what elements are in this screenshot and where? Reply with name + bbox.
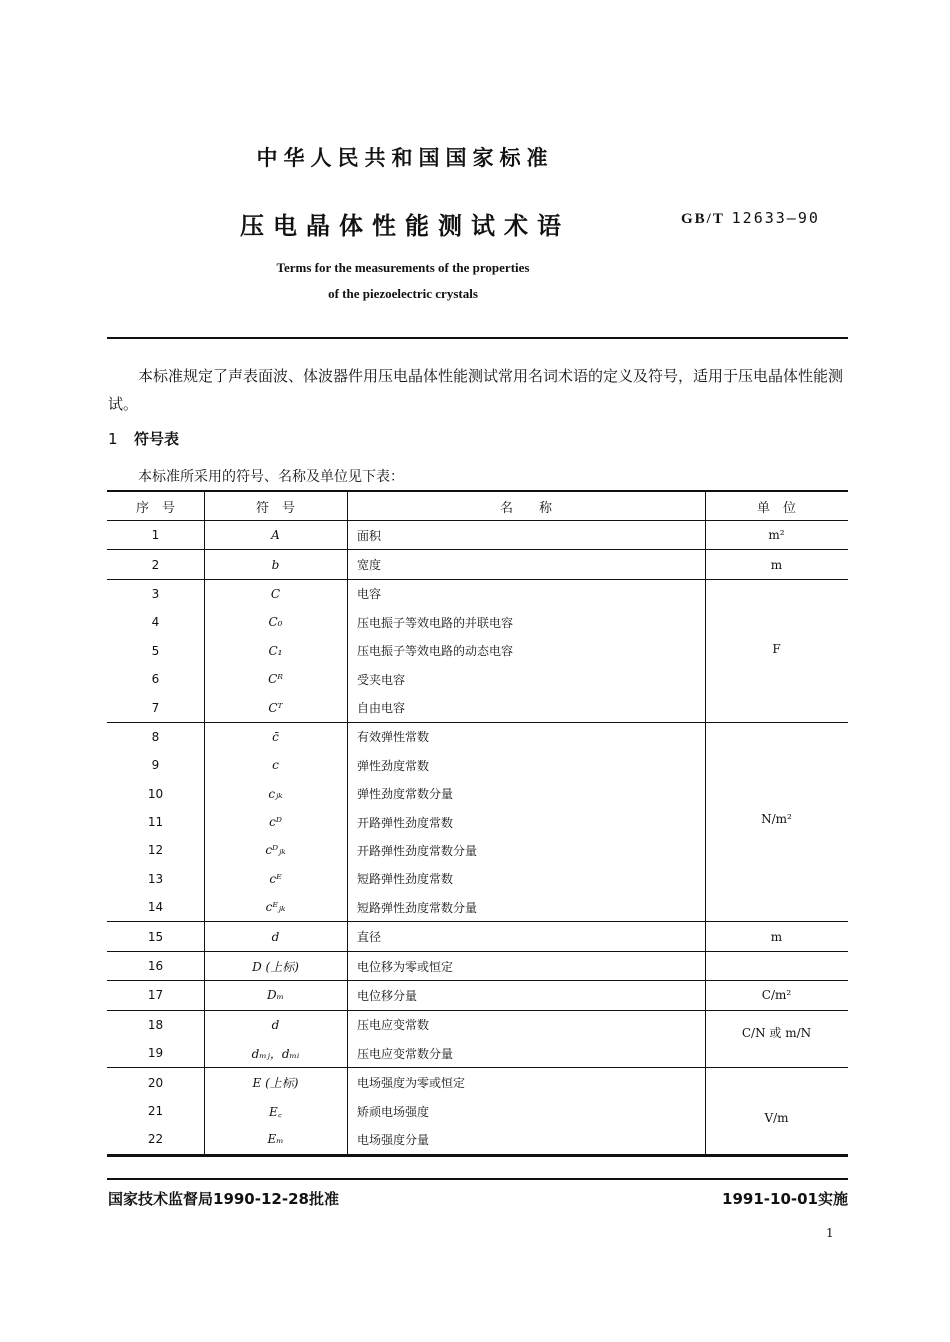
row-name: 压电振子等效电路的并联电容 [357, 615, 514, 630]
row-number: 10 [147, 786, 164, 801]
row-number: 5 [151, 643, 160, 658]
row-number: 2 [151, 557, 160, 572]
row-symbol: cᴰ [269, 815, 282, 830]
table-intro: 本标准所采用的符号、名称及单位见下表： [138, 469, 404, 485]
row-name: 电容 [357, 587, 382, 602]
row-symbol: c [272, 758, 279, 773]
row-number: 6 [151, 672, 160, 687]
unit-piezo: C/N 或 m/N [741, 1026, 812, 1041]
row-symbol: d [271, 929, 280, 944]
row-symbol: C₁ [268, 643, 283, 658]
document-title: 压电晶体性能测试术语 [240, 212, 570, 240]
row-symbol: Dₘ [267, 988, 284, 1003]
row-number: 15 [147, 929, 164, 944]
table-row [107, 521, 848, 550]
row-number: 21 [147, 1104, 164, 1118]
row-symbol: cⱼₖ [268, 786, 283, 801]
row-name: 弹性劲度常数 [357, 758, 430, 773]
row-symbol: C [270, 586, 281, 601]
row-number: 14 [147, 900, 164, 915]
row-name: 电位移为零或恒定 [357, 959, 454, 974]
row-symbol: Eₘ [267, 1132, 284, 1147]
row-name: 自由电容 [357, 701, 406, 716]
header-name: 名 称 [499, 500, 552, 516]
row-unit: C/m² [761, 988, 792, 1003]
row-number: 8 [151, 729, 160, 744]
row-number: 7 [151, 700, 160, 715]
row-symbol: dₘⱼ，dₘᵢ [251, 1046, 300, 1061]
table-header-row [107, 492, 848, 521]
unit-field: V/m [764, 1110, 789, 1125]
intro-paragraph: 本标准规定了声表面波、体波器件用压电晶体性能测试常用名词术语的定义及符号，适用于压电晶体性能测试。 [108, 367, 844, 413]
row-symbol: E (上标) [252, 1076, 299, 1091]
symbol-table [107, 490, 848, 1157]
row-name: 电场强度为零或恒定 [357, 1076, 466, 1091]
row-name: 矫顽电场强度 [357, 1104, 430, 1119]
row-number: 16 [147, 959, 164, 974]
row-name: 宽度 [357, 558, 382, 573]
header-no: 序 号 [135, 500, 175, 516]
row-number: 20 [147, 1075, 164, 1090]
row-number: 22 [147, 1132, 164, 1147]
row-name: 电场强度分量 [357, 1132, 430, 1147]
row-number: 13 [147, 871, 164, 886]
standard-code [681, 209, 820, 228]
row-symbol: cᴱ [269, 871, 282, 886]
row-symbol: b [271, 557, 280, 572]
row-number: 11 [147, 815, 164, 830]
row-symbol: A [271, 528, 280, 543]
section-title: 符号表 [134, 430, 180, 448]
row-symbol: C₀ [268, 615, 283, 630]
row-symbol: d [271, 1017, 280, 1032]
approval-note: 国家技术监督局1990-12-28批准 [108, 1190, 339, 1208]
table-row [107, 550, 848, 579]
row-name: 直径 [357, 930, 382, 945]
national-standard-heading: 中华人民共和国国家标准 [256, 146, 554, 170]
english-title-line2: of the piezoelectric crystals [328, 286, 478, 301]
row-unit: m² [768, 528, 785, 543]
row-name: 压电振子等效电路的动态电容 [357, 644, 514, 659]
section-number: 1 [108, 430, 118, 448]
row-name: 压电应变常数分量 [357, 1046, 454, 1061]
row-name: 受夹电容 [357, 672, 406, 687]
row-number: 17 [147, 988, 164, 1003]
row-name: 开路弹性劲度常数分量 [357, 843, 478, 858]
section-heading [108, 428, 179, 449]
footer-rule [107, 1178, 848, 1180]
row-name: 有效弹性常数 [357, 730, 430, 745]
effective-date: 1991-10-01实施 [722, 1190, 848, 1208]
row-unit: m [770, 929, 783, 944]
row-name: 短路弹性劲度常数 [357, 872, 454, 887]
header-rule [107, 337, 848, 339]
english-title-line1: Terms for the measurements of the properties [276, 260, 530, 275]
header-unit: 单 位 [756, 500, 796, 516]
row-number: 12 [147, 843, 164, 858]
code-prefix: GB/T [681, 211, 725, 227]
row-number: 4 [151, 615, 160, 630]
row-name: 压电应变常数 [357, 1018, 430, 1033]
code-number: 12633—90 [731, 209, 820, 227]
row-symbol: cᴱⱼₖ [265, 900, 286, 915]
row-number: 19 [147, 1046, 164, 1061]
row-symbol: Cᴿ [268, 672, 283, 687]
unit-capacitance: F [772, 641, 781, 656]
row-name: 面积 [357, 528, 382, 543]
row-number: 1 [151, 528, 160, 543]
table-body [107, 521, 848, 1155]
table-row [107, 952, 848, 981]
row-number: 3 [151, 586, 160, 601]
row-name: 电位移分量 [357, 988, 418, 1003]
row-name: 弹性劲度常数分量 [357, 787, 454, 802]
page-number: 1 [826, 1226, 834, 1240]
row-symbol: c̄ [272, 729, 279, 744]
row-symbol: D (上标) [252, 959, 299, 974]
unit-stiffness: N/m² [761, 812, 792, 827]
row-unit: m [770, 557, 783, 572]
table-row [107, 922, 848, 951]
row-name: 开路弹性劲度常数 [357, 815, 454, 830]
row-symbol: E꜀ [269, 1104, 282, 1119]
row-symbol: Cᵀ [268, 700, 283, 715]
header-symbol: 符 号 [255, 500, 295, 516]
row-number: 18 [147, 1017, 164, 1032]
row-symbol: cᴰⱼₖ [265, 843, 286, 858]
row-name: 短路弹性劲度常数分量 [357, 900, 478, 915]
row-number: 9 [151, 758, 160, 773]
